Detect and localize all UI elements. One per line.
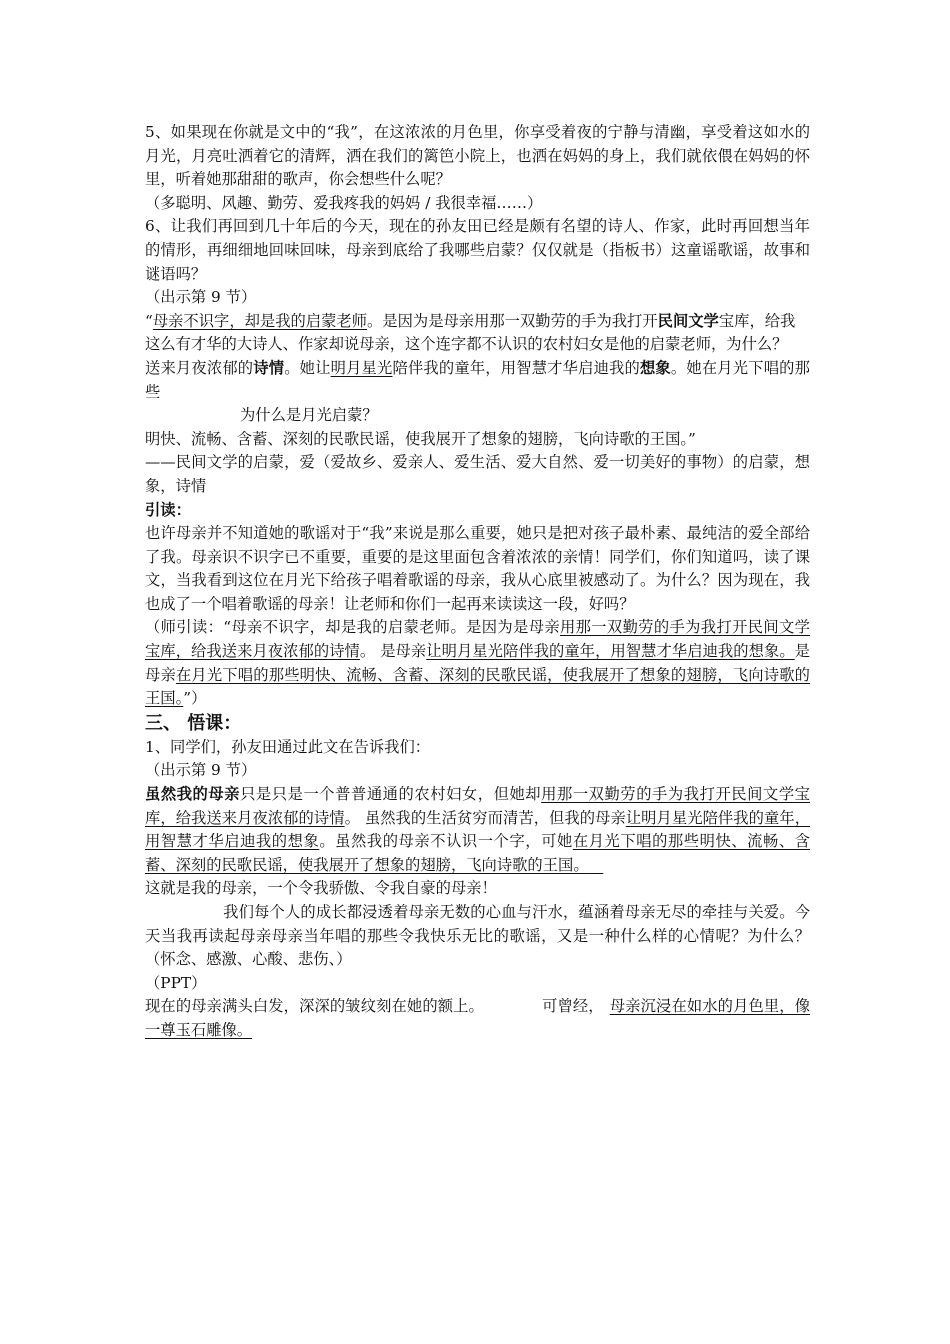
question-6: 6、让我们再回到几十年后的今天，现在的孙友田已经是颇有名望的诗人、作家，此时再回想当年的情形，再细细地回味回味，母亲到底给了我哪些启蒙？仅仅就是（指板书）这童谣歌谣，故事和谜语吗？: [145, 217, 810, 283]
yindu-text: 也许母亲并不知道她的歌谣对于“我”来说是那么重要，她只是把对孩子最朴素、最纯洁的爱全部给了我。母亲识不识字已不重要，重要的是这里面包含着浓浓的亲情！同学们，你们知道吗，读了课文，当我看到这位在月光下给孩子唱着歌谣的母亲，我从心底里被感动了。为什么？因为现在，我也成了一个唱着歌谣的母亲！让老师和你们一起再来读读这一段，好吗？: [145, 524, 810, 613]
bold-imagination: 想象: [639, 358, 671, 377]
quote-open: “: [145, 311, 153, 330]
text: 。 虽然我的生活贫穷而清苦，但我的母亲: [344, 808, 626, 827]
question-5: 5、如果现在你就是文中的“我”，在这浓浓的月色里，你享受着夜的宁静与清幽，享受着这如水的月光，月亮吐洒着它的清辉，洒在我们的篱笆小院上，也洒在妈妈的身上，我们就依偎在妈妈的怀里，听着她那甜甜的歌声，你会想些什么呢？: [145, 123, 810, 189]
text: 我们每个人的成长都浸透着母亲无数的心血与汗水，蕴涵着母亲无尽的牵挂与关爱。今天当我再读起母亲母亲当年唱的那些令我快乐无比的歌谣，又是一种什么样的心情呢？为什么？（怀念、感激、心酸、悲伤、）: [145, 903, 810, 969]
underlined-text: 在月光下唱的那些明快、流畅、含蓄、深刻的民歌民谣，使我展开了想象的翅膀，飞向诗歌的王国。: [145, 832, 810, 874]
bold-mother: 虽然我的母亲: [145, 785, 241, 804]
section-line-2: （出示第 9 节）: [145, 761, 257, 780]
summary-line: ——民间文学的启蒙，爱（爱故乡、爱亲人、爱生活、爱大自然、爱一切美好的事物）的启蒙，想象，诗情: [145, 453, 810, 495]
quote-line-3: [145, 357, 810, 404]
underlined-text: 母亲沉浸在如水的月色里，像一尊玉石雕像。: [145, 997, 810, 1039]
text: 。她在月光下唱的那些: [145, 358, 810, 401]
document-page: [145, 121, 810, 1043]
underlined-moonlight: 明月星光: [330, 358, 393, 377]
text: 。 是母亲: [359, 642, 427, 661]
last-paragraph: [145, 995, 810, 1042]
text: 。虽然我的母亲不认识一个字，可她: [319, 832, 573, 851]
answer-5: （多聪明、风趣、勤劳、爱我疼我的妈妈 / 我很幸福……）: [145, 193, 543, 212]
underlined-text: 让明月星光陪伴我的童年，用智慧才华启迪我的想象: [145, 808, 810, 851]
text: 是母亲: [145, 642, 810, 684]
underlined-text: 在月光下唱的那些明快、流畅、含蓄、深刻的民歌民谣，使我展开了想象的翅膀，飞向诗歌的王国。: [145, 665, 810, 708]
yindu-label: 引读：: [145, 500, 191, 519]
quote-text-end: 宝库，给我: [718, 311, 796, 330]
quote-line-5: 明快、流畅、含蓄、深刻的民歌民谣，使我展开了想象的翅膀，飞向诗歌的王国。”: [145, 429, 696, 448]
underlined-text: 用那一双勤劳的手为我打开民间文学宝库，给我送来月夜浓郁的诗情: [145, 618, 810, 661]
moonlight-question: 为什么是月光启蒙？: [240, 406, 378, 425]
ppt-label: （PPT）: [145, 973, 207, 992]
underlined-text: 用那一双勤劳的手为我打开民间文学宝库，给我送来月夜浓郁的诗情: [145, 785, 810, 827]
text: （师引读：“母亲不识字，却是我的启蒙老师。是因为是母亲: [145, 618, 560, 637]
section-heading: 三、 悟课：: [145, 712, 242, 734]
quote-bold-folk: 民间文学: [657, 311, 719, 330]
text: 送来月夜浓郁的: [145, 358, 254, 377]
proud-mother-line: 这就是我的母亲，一个令我骄傲、令我自豪的母亲！: [145, 879, 497, 898]
quote-text: 。是因为是母亲用那一双勤劳的手为我打开: [367, 311, 658, 330]
growth-paragraph: [145, 901, 810, 972]
text: 陪伴我的童年，用智慧才华启迪我的: [392, 358, 640, 377]
quote-underlined-phrase: 母亲不识字，却是我的启蒙老师: [152, 311, 367, 330]
section-line-1: 1、同学们，孙友田通过此文在告诉我们：: [145, 737, 431, 756]
bold-poetry: 诗情: [253, 358, 285, 377]
text: 只是只是一个普普通通的农村妇女，但她却: [240, 785, 542, 804]
quote-line-1: [145, 310, 810, 334]
underlined-text: 让明月星光陪伴我的童年，用智慧才华启迪我的想象。: [426, 642, 795, 661]
text: ”）: [183, 689, 207, 708]
teacher-reading: [145, 616, 810, 710]
quote-question: 这么有才华的大诗人、作家却说母亲，这个连字都不认识的农村妇女是他的启蒙老师，为什么？: [145, 335, 788, 354]
section-paragraph: [145, 783, 810, 877]
text: 可曾经，: [541, 997, 604, 1016]
underline-trail: [589, 856, 604, 874]
text: 。她让: [284, 358, 331, 377]
show-section-note: （出示第 9 节）: [145, 288, 257, 307]
text: 现在的母亲满头白发，深深的皱纹刻在她的额上。: [145, 997, 484, 1016]
